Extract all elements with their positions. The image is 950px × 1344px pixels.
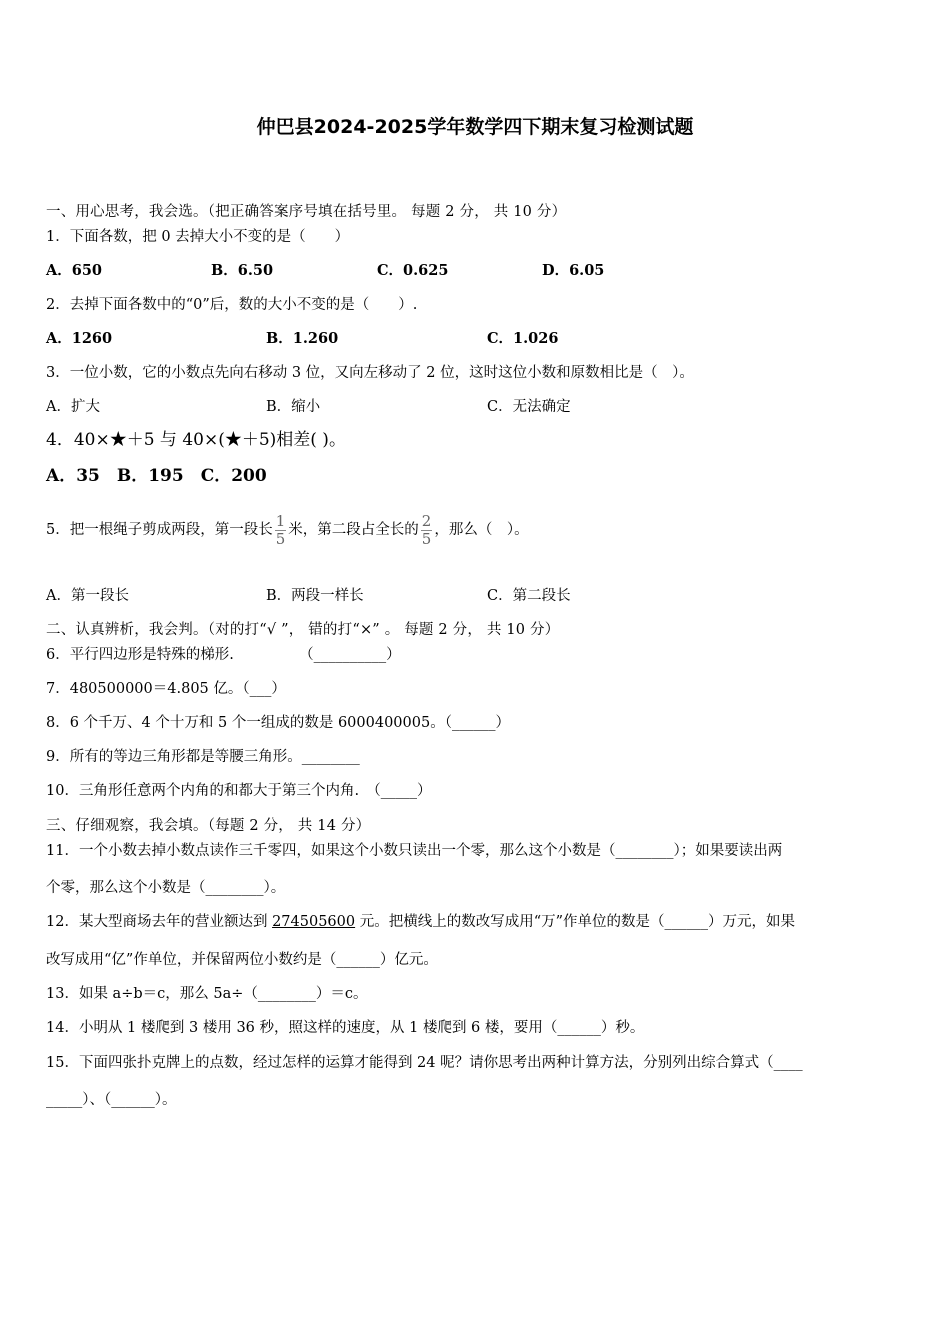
q1-option-d: D．6.05 [542, 262, 605, 279]
q5-option-a: A．第一段长 [46, 588, 129, 604]
question-6: 6．平行四边形是特殊的梯形. （__________） [46, 647, 401, 663]
fraction-numerator: 1 [275, 511, 286, 530]
q5-option-c: C．第二段长 [487, 588, 571, 604]
section-2-heading: 二、认真辨析，我会判。（对的打“√ ”， 错的打“×” 。 每题 2 分， 共 10 分） [46, 622, 560, 638]
q12-underlined-number: 274505600 [272, 914, 356, 930]
question-2: 2．去掉下面各数中的“0”后，数的大小不变的是（ ）. [46, 297, 418, 313]
q5-stem-start: 5．把一根绳子剪成两段，第一段长 [46, 522, 273, 538]
q5-option-b: B．两段一样长 [266, 588, 364, 604]
q2-option-b: B．1.260 [266, 330, 339, 347]
q12-text-start: 12．某大型商场去年的营业额达到 [46, 914, 273, 930]
q2-option-c: C．1.026 [487, 330, 559, 347]
question-14: 14．小明从 1 楼爬到 3 楼用 36 秒，照这样的速度，从 1 楼爬到 6 楼，要用（______）秒。 [46, 1020, 645, 1036]
section-1-heading: 一、用心思考，我会选。（把正确答案序号填在括号里。 每题 2 分， 共 10 分） [46, 204, 567, 220]
q3-option-a: A．扩大 [46, 399, 100, 415]
q5-stem-middle: 米，第二段占全长的 [288, 522, 419, 538]
question-10: 10．三角形任意两个内角的和都大于第三个内角. （_____） [46, 783, 432, 799]
fraction-one-fifth [275, 513, 287, 548]
question-9: 9．所有的等边三角形都是等腰三角形。________ [46, 749, 360, 765]
q3-option-c: C．无法确定 [487, 399, 571, 415]
question-12-line-1 [46, 912, 795, 932]
page-title: 仲巴县2024-2025学年数学四下期末复习检测试题 [256, 116, 694, 138]
q2-option-a: A．1260 [46, 330, 113, 347]
question-1: 1．下面各数，把 0 去掉大小不变的是（ ） [46, 229, 350, 245]
question-8: 8．6 个千万、4 个十万和 5 个一组成的数是 6000400005。（______） [46, 715, 510, 731]
q1-option-a: A．650 [46, 262, 103, 279]
question-3: 3．一位小数，它的小数点先向右移动 3 位，又向左移动了 2 位，这时这位小数和原数相比是（ ）。 [46, 365, 694, 381]
fraction-numerator: 2 [421, 511, 432, 530]
question-11-line-2: 个零，那么这个小数是（________）。 [46, 880, 286, 896]
question-5 [46, 502, 529, 558]
q3-option-b: B．缩小 [266, 399, 321, 415]
question-11-line-1: 11．一个小数去掉小数点读作三千零四，如果这个小数只读出一个零，那么这个小数是（________）；如果要读出两 [46, 843, 783, 859]
question-13: 13．如果 a÷b＝c，那么 5a÷（________）＝c。 [46, 986, 368, 1002]
q5-stem-end: ，那么（ ）。 [434, 522, 529, 538]
q1-option-c: C．0.625 [377, 262, 449, 279]
question-7: 7．480500000＝4.805 亿。（___） [46, 681, 286, 697]
q4-options: A．35 B．195 C．200 [46, 466, 267, 486]
fraction-denominator: 5 [421, 529, 432, 548]
question-15-line-1: 15．下面四张扑克牌上的点数，经过怎样的运算才能得到 24 呢？请你思考出两种计算方法，分别列出综合算式（____ [46, 1055, 803, 1071]
q12-text-end: 元。把横线上的数改写成用“万”作单位的数是（______）万元，如果 [355, 914, 796, 930]
fraction-two-fifths [421, 513, 433, 548]
fraction-denominator: 5 [275, 529, 286, 548]
question-4: 4．40×★＋5 与 40×(★＋5)相差( )。 [46, 430, 346, 450]
question-12-line-2: 改写成用“亿”作单位，并保留两位小数约是（______）亿元。 [46, 952, 438, 968]
question-15-line-2: _____）、（______）。 [46, 1092, 177, 1108]
q1-option-b: B．6.50 [211, 262, 274, 279]
section-3-heading: 三、仔细观察，我会填。（每题 2 分， 共 14 分） [46, 818, 371, 834]
